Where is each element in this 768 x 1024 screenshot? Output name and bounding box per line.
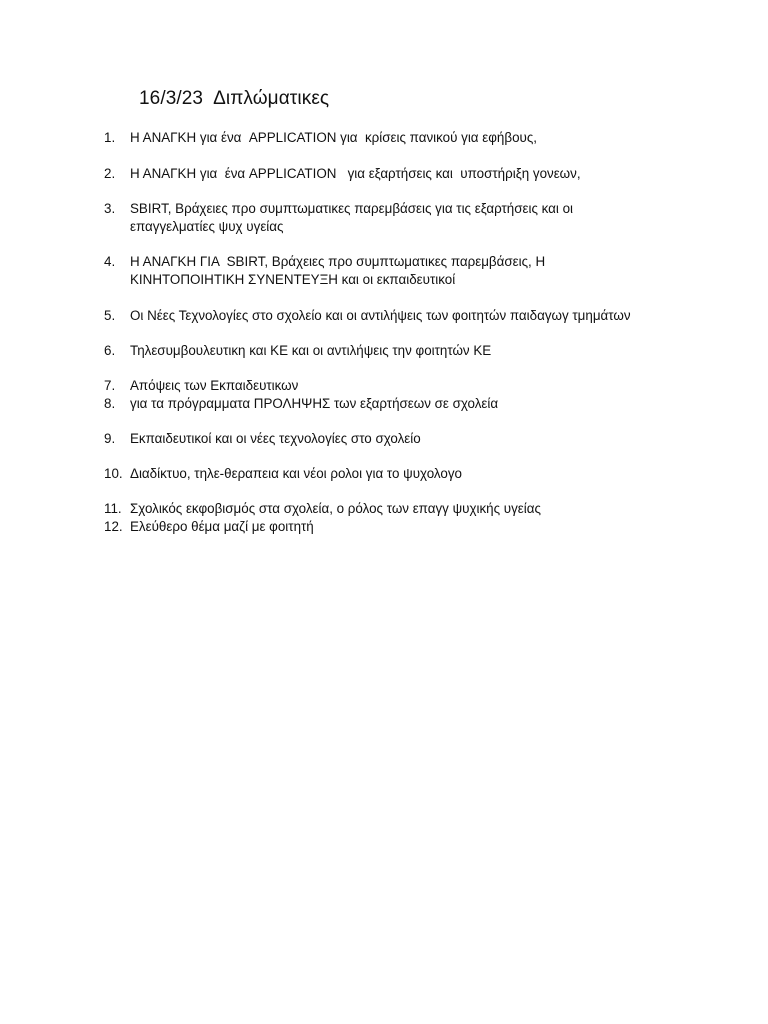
list-item-text: για τα πρόγραμματα ΠΡΟΛΗΨΗΣ των εξαρτήσεων σε σχολεία	[130, 396, 499, 411]
list-item-text: SBIRT, Βράχειες προ συμπτωματικες παρεμβάσεις για τις εξαρτήσεις και οι	[130, 201, 574, 216]
list-item-number: 1.	[104, 130, 116, 145]
list-item-number: 4.	[104, 254, 116, 269]
list-item-text: Τηλεσυμβουλευτικη και ΚΕ και οι αντιλήψεις την φοιτητών ΚΕ	[130, 343, 492, 358]
list-item-text: Εκπαιδευτικοί και οι νέες τεχνολογίες στο σχολείο	[130, 431, 421, 446]
list-item	[104, 200, 724, 236]
list-item-number: 5.	[104, 308, 116, 323]
list-item-text: Η ΑΝΑΓΚΗ για ένα APPLICATION για εξαρτήσεις και υποστήριξη γονεων,	[130, 166, 581, 181]
list-item-number: 6.	[104, 343, 116, 358]
list-item-text-continued: επαγγελματίες ψυχ υγείας	[130, 218, 284, 234]
list-item-text: Διαδίκτυο, τηλε-θεραπεια και νέοι ρολοι για το ψυχολογο	[130, 466, 462, 481]
document-title-text: Διπλώματικες	[213, 88, 330, 109]
document-title	[139, 88, 329, 110]
list-item-number: 3.	[104, 201, 116, 216]
list-item-number: 11.	[104, 501, 122, 516]
list-item-number: 8.	[104, 396, 116, 411]
list-item	[104, 253, 724, 289]
list-item-text: Σχολικός εκφοβισμός στα σχολεία, ο ρόλος των επαγγ ψυχικής υγείας	[130, 501, 541, 516]
list-item-number: 2.	[104, 166, 116, 181]
list-item-text: Απόψεις των Εκπαιδευτικων	[130, 378, 299, 393]
list-item-text: Ελεύθερο θέμα μαζί με φοιτητή	[130, 519, 314, 534]
document-date: 16/3/23	[139, 88, 204, 109]
list-item-text: Η ΑΝΑΓΚΗ ΓΙΑ SBIRT, Βράχειες προ συμπτωματικες παρεμβάσεις, Η	[130, 254, 546, 269]
list-item-text: Οι Νέες Τεχνολογίες στο σχολείο και οι αντιλήψεις των φοιτητών παιδαγωγ τμημάτων	[130, 308, 631, 323]
list-item-number: 12.	[104, 519, 123, 534]
list-item-text-continued: ΚΙΝΗΤΟΠΟΙΗΤΙΚΗ ΣΥΝΕΝΤΕΥΞΗ και οι εκπαιδευτικοί	[130, 271, 456, 287]
list-item-number: 10.	[104, 466, 123, 481]
list-item-number: 7.	[104, 378, 116, 393]
list-item-number: 9.	[104, 431, 116, 446]
list-item-text: Η ΑΝΑΓΚΗ για ένα APPLICATION για κρίσεις πανικού για εφήβους,	[130, 130, 538, 145]
